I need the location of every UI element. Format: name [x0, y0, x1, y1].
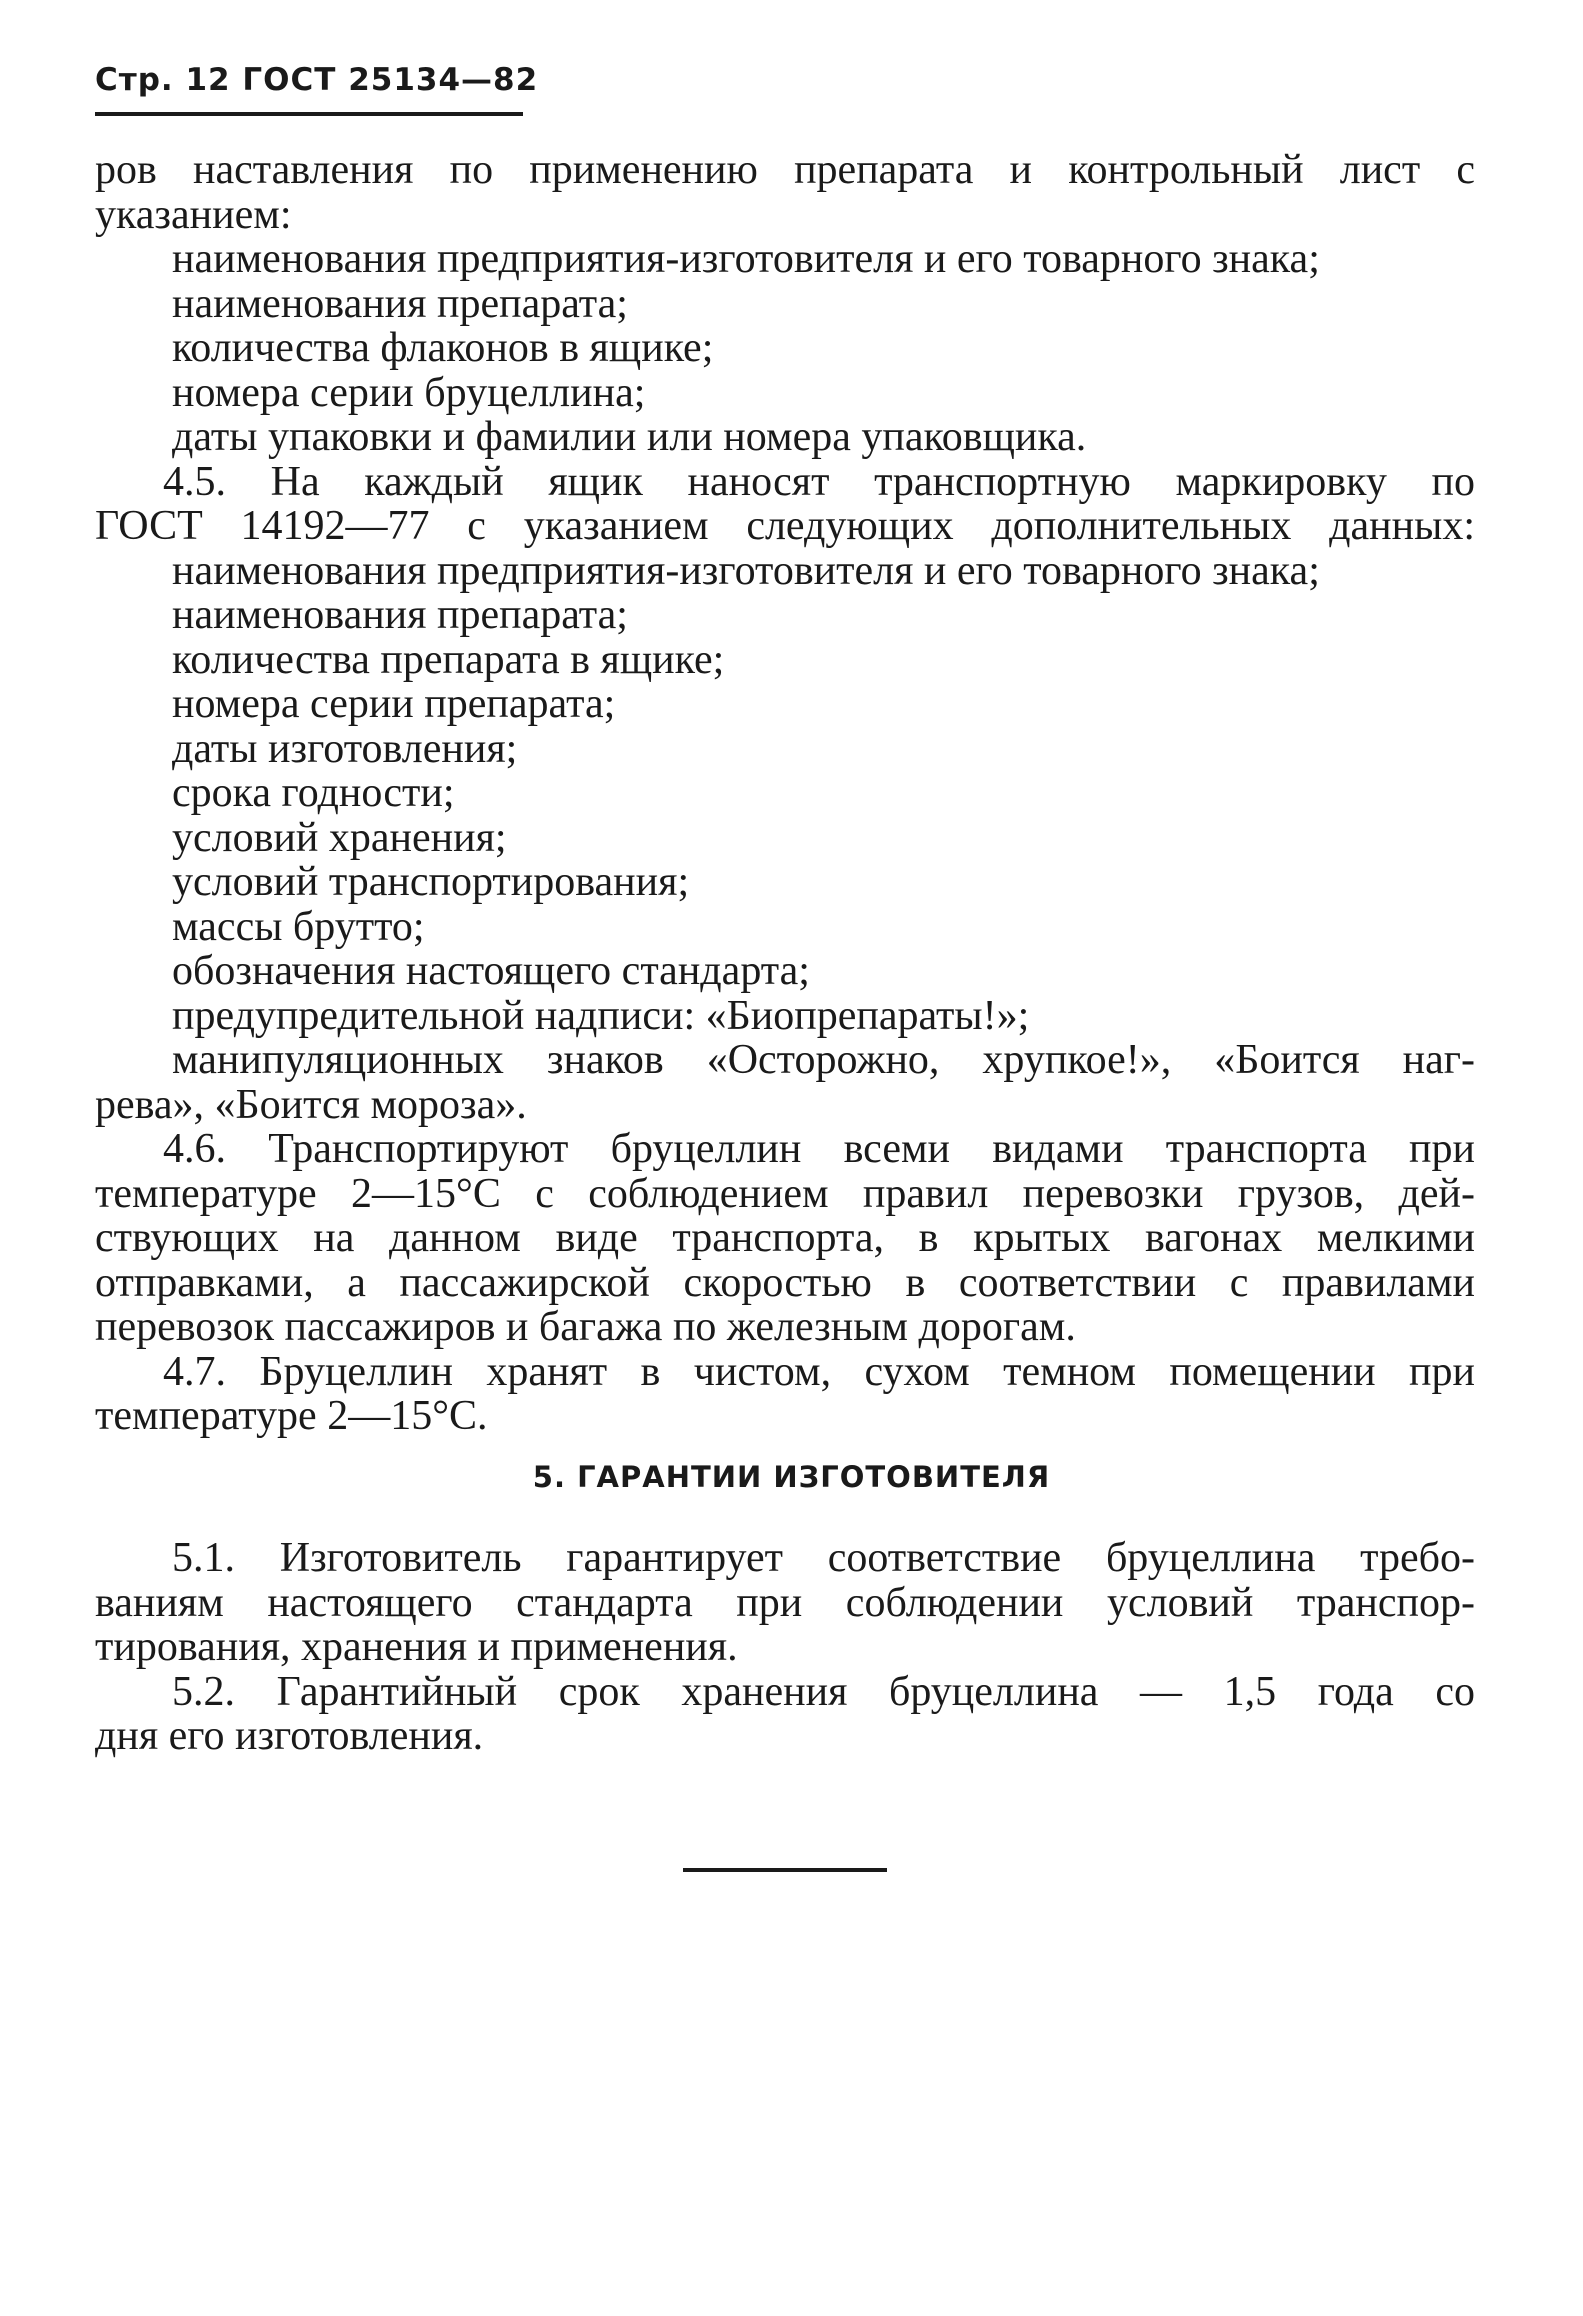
text-line: температуре 2—15°С.	[95, 1393, 488, 1439]
list-item: условий хранения;	[172, 814, 507, 861]
running-header: Стр. 12 ГОСТ 25134—82	[95, 62, 539, 98]
text-line: указанием:	[95, 191, 292, 238]
text-line: рева», «Боится мороза».	[95, 1081, 527, 1128]
list-item: даты упаковки и фамилии или номера упаковщика.	[172, 414, 1087, 460]
header-rule	[95, 112, 523, 116]
text-line: отправками, а пассажирской скоростью в соответствии с правилами	[95, 1259, 1475, 1306]
clause-4-7: 4.7. Бруцеллин хранят в чистом, сухом темном помещении при	[163, 1348, 1475, 1395]
list-item: даты изготовления;	[172, 725, 518, 772]
list-item: срока годности;	[172, 770, 455, 816]
list-item: количества препарата в ящике;	[172, 636, 725, 683]
text-line: ваниям настоящего стандарта при соблюдении условий транспор-	[95, 1579, 1475, 1626]
clause-5-1: 5.1. Изготовитель гарантирует соответствие бруцеллина требо-	[172, 1535, 1475, 1581]
list-item: наименования предприятия-изготовителя и его товарного знака;	[172, 236, 1320, 282]
text-line: температуре 2—15°С с соблюдением правил перевозки грузов, дей-	[95, 1170, 1475, 1217]
section-5-body	[95, 1536, 1475, 1759]
list-item: номера серии бруцеллина;	[172, 369, 646, 416]
list-item: наименования предприятия-изготовителя и его товарного знака;	[172, 547, 1320, 594]
text-line: дня его изготовления.	[95, 1713, 484, 1759]
text-line: тирования, хранения и применения.	[95, 1624, 738, 1670]
list-item: наименования препарата;	[172, 280, 628, 327]
list-item: номера серии препарата;	[172, 681, 616, 727]
text-line: ствующих на данном виде транспорта, в крытых вагонах мелкими	[95, 1215, 1475, 1261]
list-item: массы брутто;	[172, 903, 425, 950]
end-of-document-rule	[683, 1868, 887, 1872]
list-item: манипуляционных знаков «Осторожно, хрупкое!», «Боится наг-	[172, 1037, 1475, 1083]
clause-5-2: 5.2. Гарантийный срок хранения бруцеллина — 1,5 года со	[172, 1668, 1475, 1715]
text-line: ров наставления по применению препарата и контрольный лист с	[95, 147, 1475, 193]
list-item: предупредительной надписи: «Биопрепараты!»;	[172, 992, 1030, 1039]
text-line: ГОСТ 14192—77 с указанием следующих дополнительных данных:	[95, 503, 1475, 549]
list-item: условий транспортирования;	[172, 859, 690, 905]
clause-4-5: 4.5. На каждый ящик наносят транспортную маркировку по	[163, 458, 1475, 505]
section-4-continuation	[95, 148, 1475, 1439]
list-item: обозначения настоящего стандарта;	[172, 948, 810, 994]
clause-4-6: 4.6. Транспортируют бруцеллин всеми видами транспорта при	[163, 1126, 1475, 1172]
text-line: перевозок пассажиров и багажа по железным дорогам.	[95, 1304, 1076, 1350]
section-5-heading: 5. ГАРАНТИИ ИЗГОТОВИТЕЛЯ	[532, 1460, 1051, 1494]
list-item: наименования препарата;	[172, 592, 628, 638]
list-item: количества флаконов в ящике;	[172, 325, 714, 371]
